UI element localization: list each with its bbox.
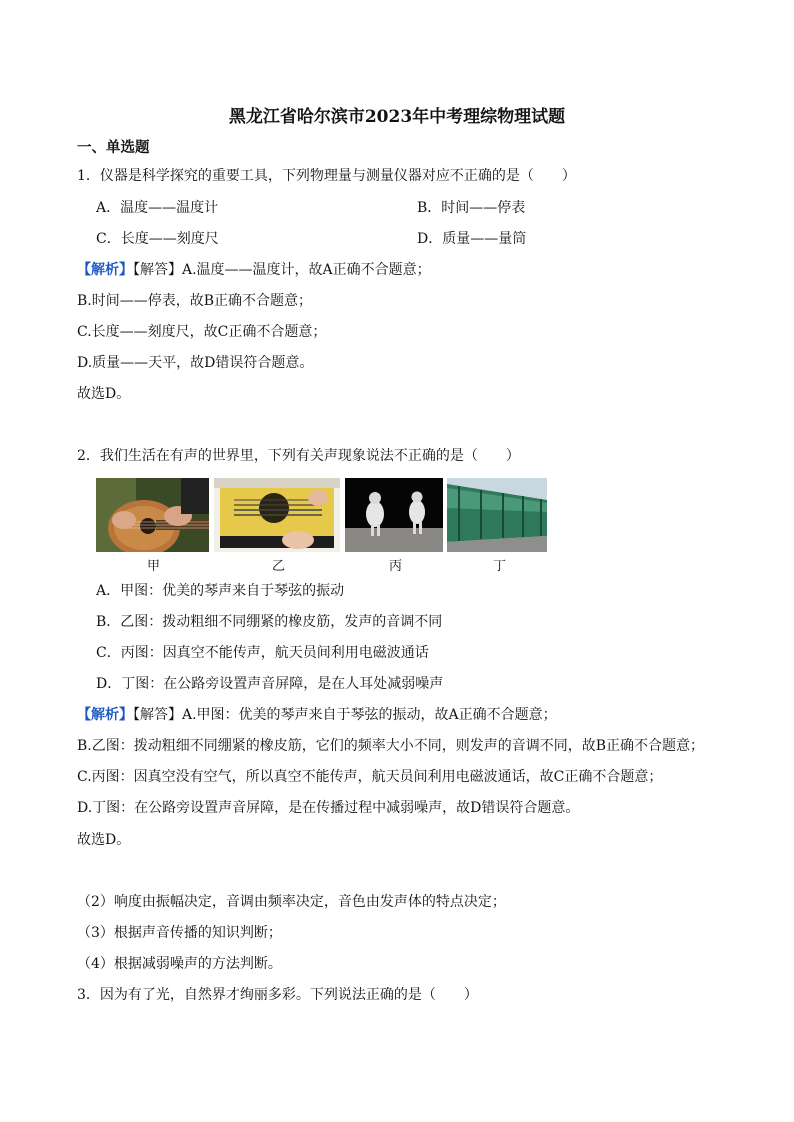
q1-analysis-tag: 【解析】 <box>77 262 133 278</box>
caption-ding: 丁 <box>493 559 507 574</box>
q2-answer-tag: 【解答】 <box>133 707 182 723</box>
q1-option-d: D．质量——量筒 <box>417 231 527 247</box>
q2-solution-line-3: C.丙图：因真空没有空气，所以真空不能传声，航天员间利用电磁波通话，故C正确不合题意； <box>77 769 663 785</box>
q2-solution-line-1 <box>77 708 557 722</box>
q2-solution-text: A.甲图：优美的琴声来自于琴弦的振动，故A正确不合题意； <box>182 707 557 723</box>
page-title: 黑龙江省哈尔滨市2023年中考理综物理试题 <box>228 107 566 127</box>
q2-option-a: A．甲图：优美的琴声来自于琴弦的振动 <box>96 583 345 599</box>
q2-note-3: （3）根据声音传播的知识判断； <box>77 925 282 941</box>
section-heading: 一、单选题 <box>77 139 150 156</box>
q1-solution-line-4: D.质量——天平，故D错误符合题意。 <box>77 355 314 371</box>
q2-note-2: （2）响度由振幅决定，音调由频率决定，音色由发声体的特点决定； <box>77 894 506 910</box>
guitar-photo <box>96 478 209 552</box>
q1-option-a: A．温度——温度计 <box>96 200 219 216</box>
q1-solution-line-3: C.长度——刻度尺，故C正确不合题意； <box>77 324 327 340</box>
q1-conclusion: 故选D。 <box>77 386 131 402</box>
q2-analysis-tag: 【解析】 <box>77 707 133 723</box>
caption-jia: 甲 <box>147 559 161 574</box>
rubber-band-box-photo <box>214 478 340 552</box>
q2-conclusion: 故选D。 <box>77 832 131 848</box>
q2-solution-line-2: B.乙图：拨动粗细不同绷紧的橡皮筋，它们的频率大小不同，则发声的音调不同，故B正确不合题意； <box>77 738 705 754</box>
q1-option-c: C．长度——刻度尺 <box>96 231 219 247</box>
q2-stem: 2．我们生活在有声的世界里，下列有关声现象说法不正确的是（ ） <box>77 448 520 464</box>
q1-stem: 1．仪器是科学探究的重要工具，下列物理量与测量仪器对应不正确的是（ ） <box>77 168 576 184</box>
q3-stem: 3．因为有了光，自然界才绚丽多彩。下列说法正确的是（ ） <box>77 987 478 1003</box>
q2-note-4: （4）根据减弱噪声的方法判断。 <box>77 956 282 972</box>
astronauts-photo <box>345 478 443 552</box>
q2-option-d: D．丁图：在公路旁设置声音屏障，是在人耳处减弱噪声 <box>96 676 444 692</box>
caption-yi: 乙 <box>272 559 286 574</box>
q1-solution-line-2: B.时间——停表，故B正确不合题意； <box>77 293 313 309</box>
q2-option-b: B．乙图：拨动粗细不同绷紧的橡皮筋，发声的音调不同 <box>96 614 443 630</box>
caption-bing: 丙 <box>389 559 403 574</box>
q1-solution-text: A.温度——温度计，故A正确不合题意； <box>182 262 431 278</box>
sound-barrier-photo <box>447 478 547 552</box>
q1-answer-tag: 【解答】 <box>133 262 182 278</box>
q2-solution-line-4: D.丁图：在公路旁设置声音屏障，是在传播过程中减弱噪声，故D错误符合题意。 <box>77 800 580 816</box>
q1-option-b: B．时间——停表 <box>417 200 526 216</box>
q2-option-c: C．丙图：因真空不能传声，航天员间利用电磁波通话 <box>96 645 429 661</box>
q1-solution-line-1 <box>77 263 431 277</box>
